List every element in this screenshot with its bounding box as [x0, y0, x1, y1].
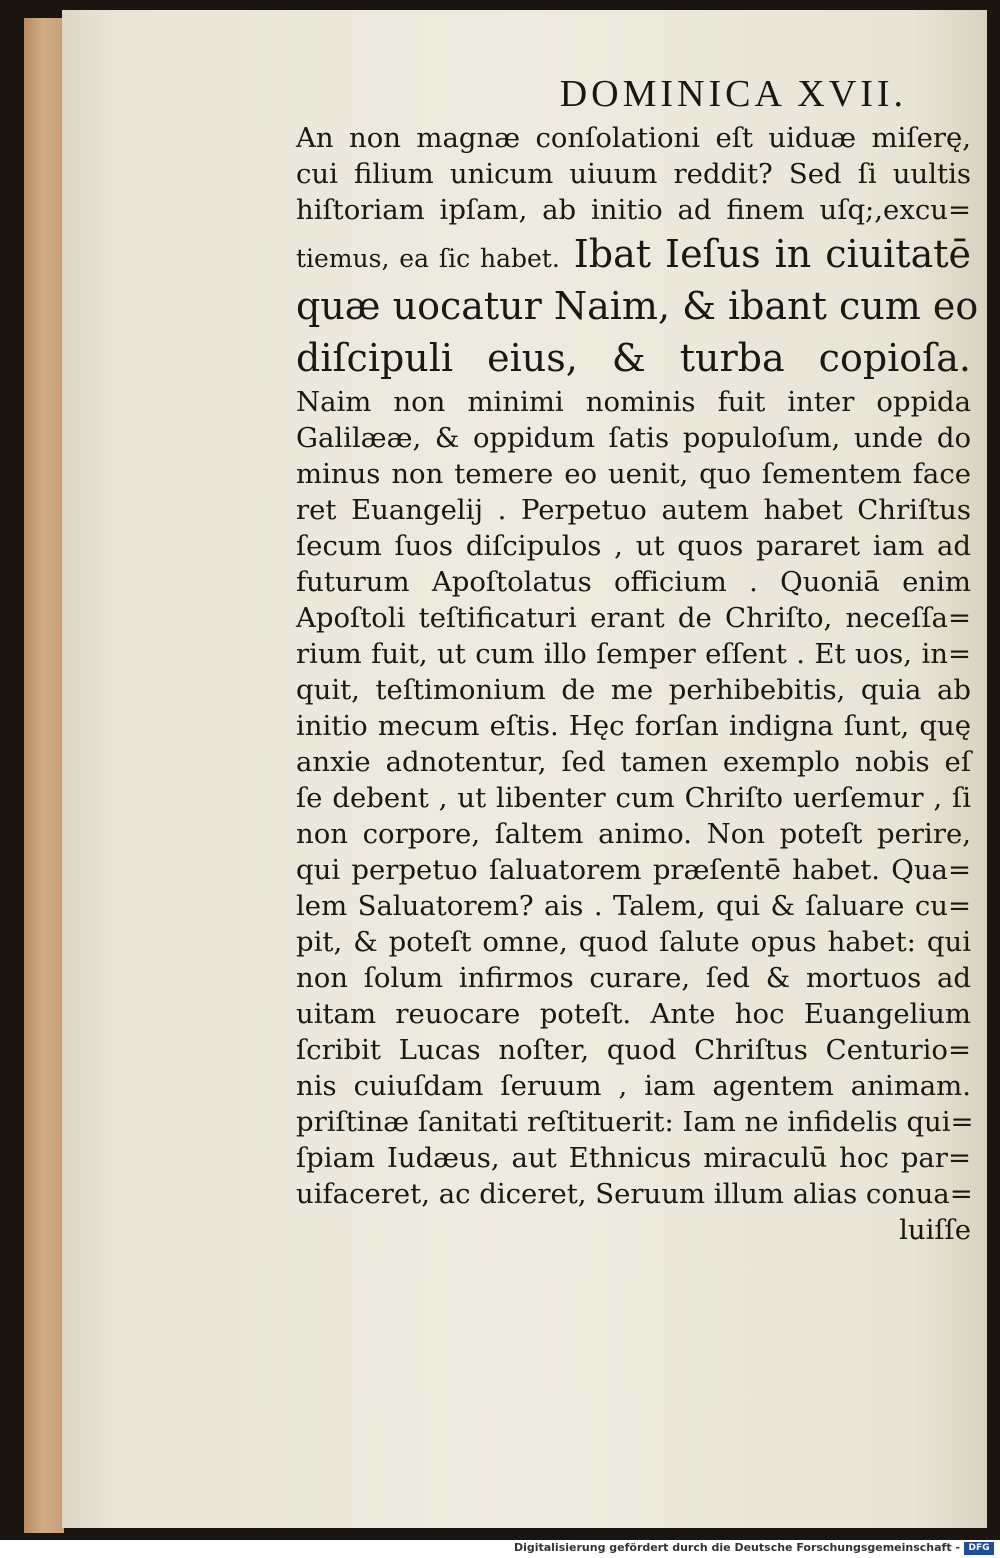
page-edge — [24, 18, 64, 1533]
gospel-quote-start: Ibat Ieſus in ciuitatē — [573, 232, 971, 276]
text-line: pit, & poteſt omne, quod ſalute opus habet: qui — [296, 926, 971, 958]
text-line: quit, teſtimonium de me perhibebitis, quia ab — [296, 674, 971, 706]
text-line: ſe debent , ut libenter cum Chriſto uerſemur , ſi — [296, 782, 971, 814]
text-line: An non magnæ conſolationi eſt uiduæ miſerę, — [296, 122, 971, 154]
text-line: initio mecum eſtis. Hęc forſan indigna ſunt, quę — [296, 710, 971, 742]
gospel-quote-line: quæ uocatur Naim, & ibant cum eo — [296, 284, 979, 328]
text-line: non corpore, ſaltem animo. Non poteſt perire, — [296, 818, 971, 850]
catchword: luiſſe — [899, 1214, 971, 1246]
text-line: ſcribit Lucas noſter, quod Chriſtus Centurio= — [296, 1034, 971, 1066]
text-line: uitam reuocare poteſt. Ante hoc Euangelium — [296, 998, 971, 1030]
text-line: ret Euangelij . Perpetuo autem habet Chriſtus — [296, 494, 971, 526]
text-line: rium fuit, ut cum illo ſemper eſſent . Et uos, in= — [296, 638, 971, 670]
text-line: minus non temere eo uenit, quo ſementem face — [296, 458, 971, 490]
text-line: ſpiam Iudæus, aut Ethnicus miraculū hoc par= — [296, 1142, 971, 1174]
text-line: hiſtoriam ipſam, ab initio ad finem uſq;,excu= — [296, 194, 971, 226]
text-line: futurum Apoſtolatus officium . Quoniā enim — [296, 566, 971, 598]
running-head: DOMINICA XVII. — [559, 73, 907, 115]
text-line: non ſolum infirmos curare, ſed & mortuos ad — [296, 962, 971, 994]
text-line-end: tiemus, ea ſic habet. — [296, 244, 560, 273]
text-line: Galilææ, & oppidum ſatis populoſum, unde do — [296, 422, 971, 454]
text-line: Naim non minimi nominis fuit inter oppida — [296, 386, 971, 418]
text-line: anxie adnotentur, ſed tamen exemplo nobis eſ — [296, 746, 971, 778]
funding-credit: Digitalisierung gefördert durch die Deutsche Forschungsgemeinschaft - — [513, 1541, 960, 1554]
gospel-quote-line: diſcipuli eius, & turba copioſa. — [296, 336, 971, 380]
book-page — [62, 10, 987, 1528]
footer-bar — [0, 1540, 1000, 1558]
text-line: nis cuiuſdam ſeruum , iam agentem animam. — [296, 1070, 971, 1102]
dfg-logo: DFG — [964, 1542, 994, 1555]
text-line: cui filium unicum uiuum reddit? Sed ſi uultis — [296, 158, 971, 190]
text-line: Apoſtoli teſtificaturi erant de Chriſto, neceſſa= — [296, 602, 971, 634]
text-block — [296, 120, 979, 1248]
text-line: uifaceret, ac diceret, Seruum illum alias conua= — [296, 1178, 973, 1210]
text-line: ſecum ſuos diſcipulos , ut quos pararet iam ad — [296, 530, 971, 562]
text-line: lem Saluatorem? ais . Talem, qui & ſaluare cu= — [296, 890, 971, 922]
mixed-line — [296, 228, 971, 280]
text-line: priſtinæ ſanitati reſtituerit: Iam ne infidelis qui= — [296, 1106, 974, 1138]
text-line: qui perpetuo ſaluatorem præſentē habet. Qua= — [296, 854, 971, 886]
